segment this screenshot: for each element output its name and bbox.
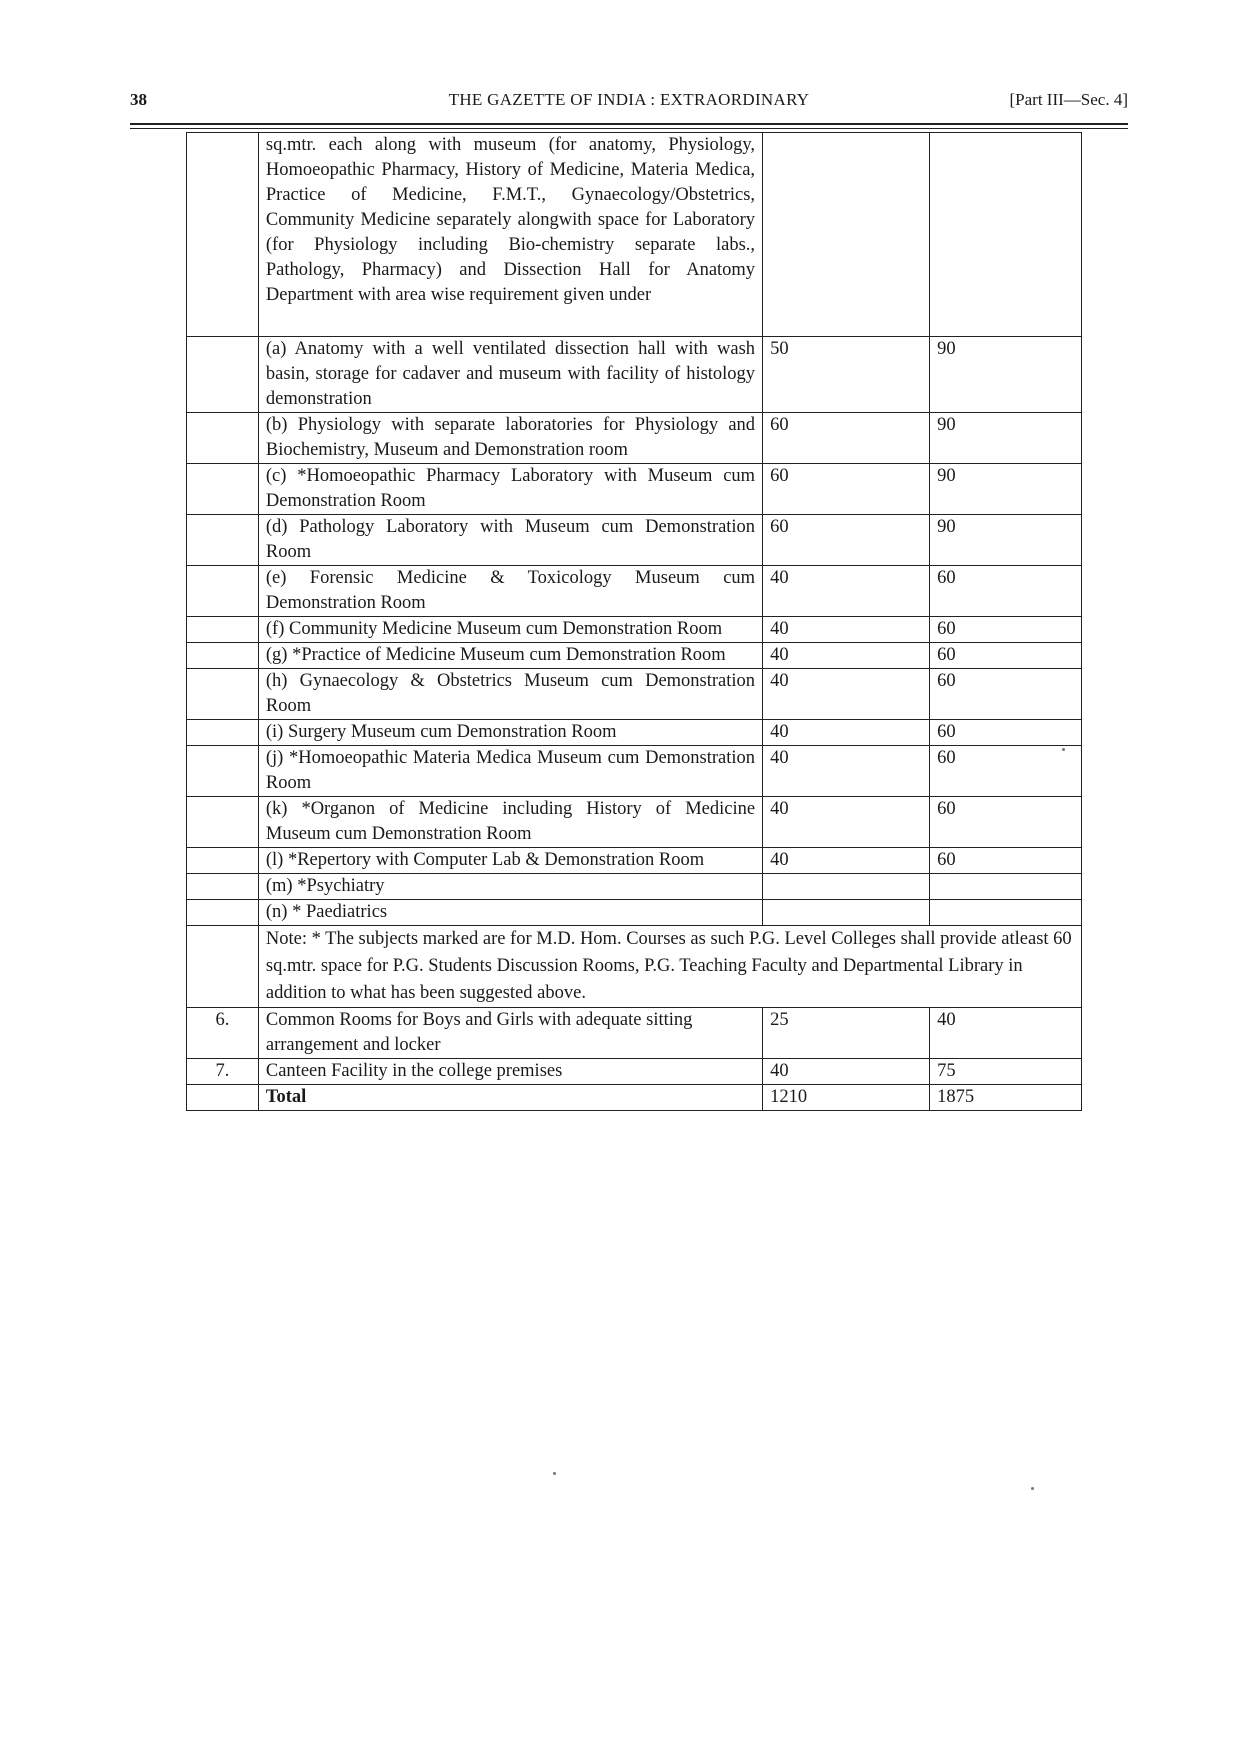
value-cell-2: 60 xyxy=(930,643,1082,669)
description-cell: (n) * Paediatrics xyxy=(258,900,762,926)
description-cell: (m) *Psychiatry xyxy=(258,874,762,900)
value-cell-2 xyxy=(930,133,1082,337)
description-cell: (g) *Practice of Medicine Museum cum Demonstration Room xyxy=(258,643,762,669)
value-cell-1 xyxy=(763,900,930,926)
serial-cell xyxy=(187,643,259,669)
value-cell-1: 60 xyxy=(763,464,930,515)
value-cell-1: 40 xyxy=(763,746,930,797)
value-cell-1: 60 xyxy=(763,413,930,464)
value-cell-2: 90 xyxy=(930,337,1082,413)
header-rule-thin xyxy=(130,128,1128,129)
value-cell-2: 90 xyxy=(930,515,1082,566)
serial-cell: 6. xyxy=(187,1008,259,1059)
serial-cell xyxy=(187,133,259,337)
value-cell-2: 60 xyxy=(930,720,1082,746)
scan-speck xyxy=(1062,748,1065,751)
value-cell-2: 60 xyxy=(930,566,1082,617)
description-cell: (j) *Homoeopathic Materia Medica Museum cum Demonstration Room xyxy=(258,746,762,797)
table-row xyxy=(187,669,1082,720)
value-cell-1: 40 xyxy=(763,617,930,643)
value-cell-2 xyxy=(930,874,1082,900)
table-row xyxy=(187,848,1082,874)
total-value-1: 1210 xyxy=(763,1085,930,1111)
serial-cell xyxy=(187,926,259,1008)
serial-cell xyxy=(187,874,259,900)
table-row xyxy=(187,337,1082,413)
serial-cell xyxy=(187,848,259,874)
value-cell-1: 25 xyxy=(763,1008,930,1059)
table-row xyxy=(187,797,1082,848)
serial-cell xyxy=(187,413,259,464)
value-cell-2: 90 xyxy=(930,413,1082,464)
header-rule xyxy=(130,123,1128,125)
table-row xyxy=(187,643,1082,669)
description-cell: (e) Forensic Medicine & Toxicology Museum cum Demonstration Room xyxy=(258,566,762,617)
table-row xyxy=(187,413,1082,464)
description-cell: (f) Community Medicine Museum cum Demonstration Room xyxy=(258,617,762,643)
description-cell: (d) Pathology Laboratory with Museum cum Demonstration Room xyxy=(258,515,762,566)
total-label: Total xyxy=(258,1085,762,1111)
note-row xyxy=(187,926,1082,1008)
table-row xyxy=(187,617,1082,643)
value-cell-2: 90 xyxy=(930,464,1082,515)
value-cell-1: 40 xyxy=(763,1059,930,1085)
description-cell: (l) *Repertory with Computer Lab & Demonstration Room xyxy=(258,848,762,874)
description-cell: Canteen Facility in the college premises xyxy=(258,1059,762,1085)
serial-cell xyxy=(187,566,259,617)
value-cell-2: 60 xyxy=(930,797,1082,848)
value-cell-2: 60 xyxy=(930,669,1082,720)
value-cell-1: 40 xyxy=(763,669,930,720)
table-row xyxy=(187,515,1082,566)
value-cell-1: 40 xyxy=(763,848,930,874)
table-row xyxy=(187,1059,1082,1085)
page-number: 38 xyxy=(130,90,147,109)
description-cell: (a) Anatomy with a well ventilated dissection hall with wash basin, storage for cadaver and museum with facility of histology demonstration xyxy=(258,337,762,413)
table-row xyxy=(187,566,1082,617)
value-cell-1 xyxy=(763,133,930,337)
value-cell-2: 40 xyxy=(930,1008,1082,1059)
scan-speck xyxy=(553,1472,556,1475)
value-cell-1: 40 xyxy=(763,797,930,848)
value-cell-2: 60 xyxy=(930,848,1082,874)
table-row xyxy=(187,874,1082,900)
serial-cell xyxy=(187,720,259,746)
total-row xyxy=(187,1085,1082,1111)
value-cell-1: 40 xyxy=(763,643,930,669)
description-cell: (h) Gynaecology & Obstetrics Museum cum Demonstration Room xyxy=(258,669,762,720)
description-cell: (c) *Homoeopathic Pharmacy Laboratory with Museum cum Demonstration Room xyxy=(258,464,762,515)
serial-cell xyxy=(187,515,259,566)
serial-cell xyxy=(187,900,259,926)
part-section-label: [Part III—Sec. 4] xyxy=(1009,90,1128,109)
serial-cell xyxy=(187,337,259,413)
description-cell: (k) *Organon of Medicine including History of Medicine Museum cum Demonstration Room xyxy=(258,797,762,848)
value-cell-2: 75 xyxy=(930,1059,1082,1085)
table-row xyxy=(187,720,1082,746)
value-cell-2 xyxy=(930,900,1082,926)
gazette-title: THE GAZETTE OF INDIA : EXTRAORDINARY xyxy=(448,90,810,109)
description-cell: (b) Physiology with separate laboratories for Physiology and Biochemistry, Museum and Demonstration room xyxy=(258,413,762,464)
serial-cell xyxy=(187,746,259,797)
table-row xyxy=(187,133,1082,337)
value-cell-1: 40 xyxy=(763,566,930,617)
value-cell-1: 60 xyxy=(763,515,930,566)
serial-cell xyxy=(187,797,259,848)
serial-cell xyxy=(187,617,259,643)
value-cell-2: 60 xyxy=(930,746,1082,797)
value-cell-1 xyxy=(763,874,930,900)
table-row xyxy=(187,1008,1082,1059)
serial-cell xyxy=(187,1085,259,1111)
table-row xyxy=(187,746,1082,797)
value-cell-2: 60 xyxy=(930,617,1082,643)
description-cell: sq.mtr. each along with museum (for anatomy, Physiology, Homoeopathic Pharmacy, History of Medicine, Materia Medica, Practice of Medicine, F.M.T., Gynaecology/Obstetrics, Community Medicine separately alongwith space for Laboratory (for Physiology including Bio-chemistry separate labs., Pathology, Pharmacy) and Dissection Hall for Anatomy Department with area wise requirement given under xyxy=(258,133,762,337)
value-cell-1: 40 xyxy=(763,720,930,746)
serial-cell xyxy=(187,669,259,720)
description-cell: (i) Surgery Museum cum Demonstration Room xyxy=(258,720,762,746)
note-cell: Note: * The subjects marked are for M.D. Hom. Courses as such P.G. Level Colleges shall provide atleast 60 sq.mtr. space for P.G. Students Discussion Rooms, P.G. Teaching Faculty and Departmental Library in addition to what has been suggested above. xyxy=(258,926,1081,1008)
total-value-2: 1875 xyxy=(930,1085,1082,1111)
table-row xyxy=(187,464,1082,515)
space-requirements-table xyxy=(186,132,1082,1111)
description-cell: Common Rooms for Boys and Girls with adequate sitting arrangement and locker xyxy=(258,1008,762,1059)
scan-speck xyxy=(1031,1487,1034,1490)
page-header xyxy=(130,90,1128,114)
value-cell-1: 50 xyxy=(763,337,930,413)
serial-cell: 7. xyxy=(187,1059,259,1085)
serial-cell xyxy=(187,464,259,515)
table-row xyxy=(187,900,1082,926)
